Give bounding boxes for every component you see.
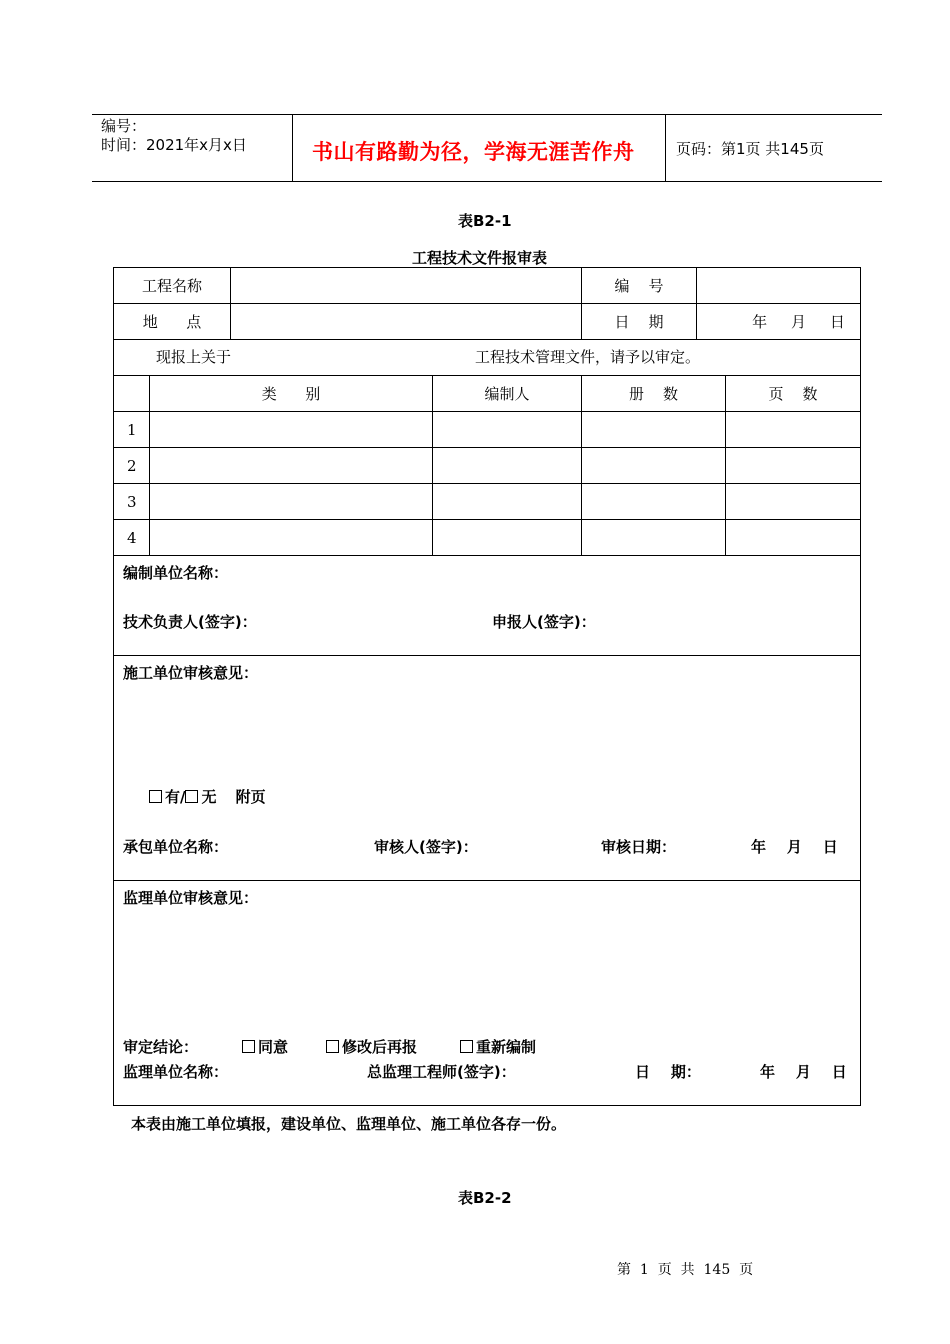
row-index: 1 <box>114 412 150 448</box>
form-title: 工程技术文件报审表 <box>412 249 548 267</box>
cell-pages[interactable] <box>726 448 861 484</box>
cell-pages[interactable] <box>726 484 861 520</box>
col-compiler: 编制人 <box>433 376 582 412</box>
date2-value: 年 月 日 <box>760 1063 847 1081</box>
cell-category[interactable] <box>150 448 433 484</box>
header-bottom-rule <box>92 181 882 182</box>
report-prefix: 现报上关于 <box>156 347 232 366</box>
row-index: 2 <box>114 448 150 484</box>
attachment-options: 有/ 无 附页 <box>149 786 266 807</box>
cell-volumes[interactable] <box>582 520 726 556</box>
agree-checkbox[interactable] <box>242 1040 255 1053</box>
cell-compiler[interactable] <box>433 484 582 520</box>
reviewer-label: 审核人(签字)： <box>374 838 478 856</box>
cell-pages[interactable] <box>726 412 861 448</box>
header-motto: 书山有路勤为径，学海无涯苦作舟 <box>312 139 635 164</box>
col-pages: 页 数 <box>726 376 861 412</box>
col-category: 类 别 <box>150 376 433 412</box>
supervisor-opinion-label: 监理单位审核意见： <box>123 889 259 907</box>
report-statement <box>114 340 861 376</box>
cell-compiler[interactable] <box>433 412 582 448</box>
compiler-section <box>114 556 861 656</box>
project-name-label: 工程名称 <box>114 268 231 304</box>
contractor-opinion-section <box>114 656 861 881</box>
header-page-label: 页码：第1页 共145页 <box>676 140 824 158</box>
option-recompile[interactable]: 重新编制 <box>460 1036 536 1057</box>
date-label: 日 期 <box>582 304 697 340</box>
has-attachment-checkbox[interactable] <box>149 790 162 803</box>
compiler-unit-label: 编制单位名称： <box>123 564 229 582</box>
project-name-field[interactable] <box>231 268 582 304</box>
tech-lead-label: 技术负责人(签字)： <box>123 613 257 631</box>
location-field[interactable] <box>231 304 582 340</box>
header-top-rule <box>92 114 882 115</box>
cell-pages[interactable] <box>726 520 861 556</box>
header-time-label: 时间：2021年x月x日 <box>101 136 247 154</box>
review-date-label: 审核日期： <box>601 838 677 856</box>
row-index-header <box>114 376 150 412</box>
header-divider <box>292 114 293 181</box>
header-divider <box>665 114 666 181</box>
revise-checkbox[interactable] <box>326 1040 339 1053</box>
review-date-value: 年 月 日 <box>751 838 838 856</box>
cell-compiler[interactable] <box>433 520 582 556</box>
no-attachment-checkbox[interactable] <box>185 790 198 803</box>
cell-volumes[interactable] <box>582 484 726 520</box>
number-label: 编 号 <box>582 268 697 304</box>
cell-volumes[interactable] <box>582 448 726 484</box>
supervisor-unit-label: 监理单位名称： <box>123 1063 229 1081</box>
next-form-code: 表B2-2 <box>458 1189 512 1207</box>
location-label: 地 点 <box>114 304 231 340</box>
contractor-unit-label: 承包单位名称： <box>123 838 229 856</box>
report-suffix: 工程技术管理文件，请予以审定。 <box>475 347 701 366</box>
form-note: 本表由施工单位填报，建设单位、监理单位、施工单位各存一份。 <box>131 1115 567 1133</box>
date2-label: 日 期： <box>635 1063 701 1081</box>
form-code: 表B2-1 <box>458 212 512 230</box>
cell-category[interactable] <box>150 520 433 556</box>
reporter-label: 申报人(签字)： <box>492 613 596 631</box>
review-form-table <box>113 267 861 1106</box>
chief-engineer-label: 总监理工程师(签字)： <box>367 1063 516 1081</box>
number-field[interactable] <box>697 268 861 304</box>
cell-category[interactable] <box>150 484 433 520</box>
col-volumes: 册 数 <box>582 376 726 412</box>
option-revise[interactable]: 修改后再报 <box>326 1036 417 1057</box>
cell-category[interactable] <box>150 412 433 448</box>
row-index: 4 <box>114 520 150 556</box>
cell-volumes[interactable] <box>582 412 726 448</box>
recompile-checkbox[interactable] <box>460 1040 473 1053</box>
page-footer: 第 1 页 共 145 页 <box>617 1262 754 1278</box>
supervisor-section <box>114 881 861 1106</box>
date-field[interactable]: 年 月 日 <box>697 304 861 340</box>
conclusion-label: 审定结论： <box>123 1038 199 1056</box>
option-agree[interactable]: 同意 <box>242 1036 288 1057</box>
row-index: 3 <box>114 484 150 520</box>
cell-compiler[interactable] <box>433 448 582 484</box>
contractor-opinion-label: 施工单位审核意见： <box>123 664 259 682</box>
header-number-label: 编号： <box>101 117 147 135</box>
